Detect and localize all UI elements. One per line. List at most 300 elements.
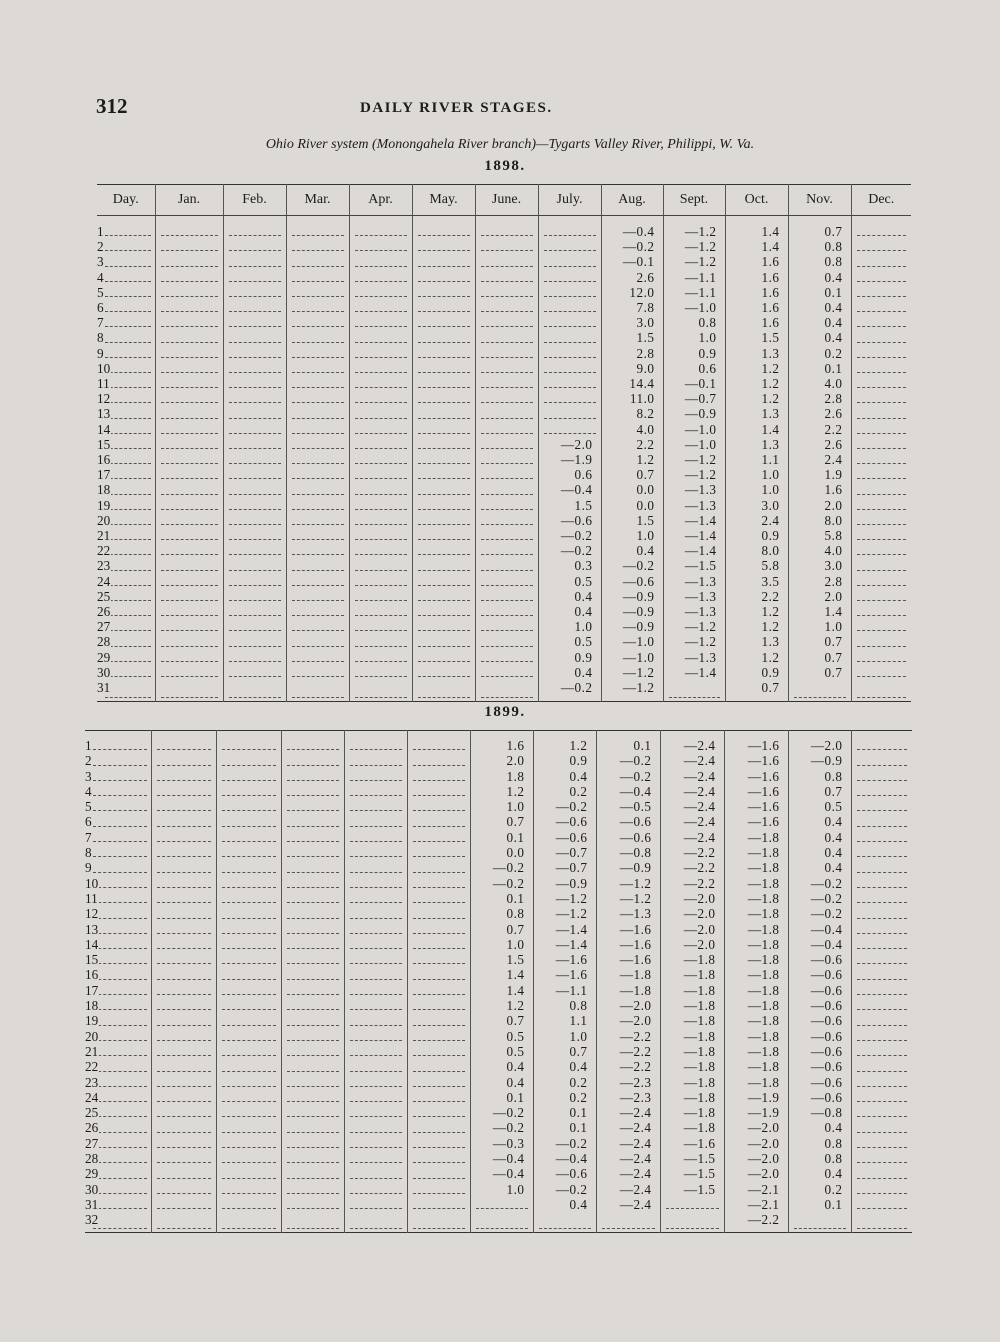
blank-cell: [851, 558, 911, 573]
blank-cell: [538, 216, 601, 240]
column-header-oct: Oct.: [725, 185, 788, 216]
blank-cell: [349, 498, 412, 513]
blank-cell: [286, 452, 349, 467]
stage-value-june: —0.2: [470, 1105, 533, 1120]
stage-value-june: 1.4: [470, 967, 533, 982]
table-row: [97, 270, 911, 285]
blank-cell: [412, 315, 475, 330]
stage-value-aug: —2.4: [596, 1182, 660, 1197]
stage-value-sept: —1.8: [660, 998, 724, 1013]
table-row: [85, 952, 912, 967]
stage-value-sept: —1.8: [660, 952, 724, 967]
table-row: [97, 574, 911, 589]
blank-cell: [151, 1075, 216, 1090]
blank-cell: [851, 574, 911, 589]
blank-cell: [851, 634, 911, 649]
stage-value-sept: —1.1: [663, 270, 725, 285]
blank-cell: [475, 543, 538, 558]
blank-cell: [851, 239, 911, 254]
river-stage-table-1899: [85, 730, 912, 1233]
blank-cell: [851, 1013, 912, 1028]
table-row: [85, 937, 912, 952]
blank-cell: [344, 998, 407, 1013]
blank-cell: [475, 558, 538, 573]
stage-value-june: 1.2: [470, 784, 533, 799]
stage-value-july: 0.4: [533, 769, 596, 784]
blank-cell: [223, 300, 286, 315]
day-label: 26: [97, 604, 155, 619]
day-label: 15: [85, 952, 151, 967]
blank-cell: [223, 634, 286, 649]
day-label: 16: [85, 967, 151, 982]
blank-cell: [851, 1120, 912, 1135]
blank-cell: [216, 769, 281, 784]
stage-value-july: 0.7: [533, 1044, 596, 1059]
blank-cell: [349, 376, 412, 391]
stage-value-aug: 1.5: [601, 330, 663, 345]
blank-cell: [788, 680, 851, 702]
blank-cell: [349, 361, 412, 376]
stage-value-aug: —0.8: [596, 845, 660, 860]
blank-cell: [151, 1136, 216, 1151]
blank-cell: [151, 799, 216, 814]
stage-value-july: 0.5: [538, 634, 601, 649]
blank-cell: [281, 860, 344, 875]
blank-cell: [151, 753, 216, 768]
stage-value-july: —0.6: [533, 1166, 596, 1181]
stage-value-oct: 5.8: [725, 558, 788, 573]
stage-value-aug: —0.4: [596, 784, 660, 799]
blank-cell: [851, 922, 912, 937]
stage-value-nov: 0.7: [788, 784, 851, 799]
blank-cell: [286, 346, 349, 361]
blank-cell: [851, 784, 912, 799]
blank-cell: [151, 1212, 216, 1232]
day-label: 8: [85, 845, 151, 860]
blank-cell: [412, 589, 475, 604]
stage-value-july: 1.5: [538, 498, 601, 513]
blank-cell: [851, 498, 911, 513]
stage-value-aug: 1.5: [601, 513, 663, 528]
stage-value-aug: —1.3: [596, 906, 660, 921]
stage-value-sept: —2.2: [660, 876, 724, 891]
column-header-nov: Nov.: [788, 185, 851, 216]
blank-cell: [851, 983, 912, 998]
blank-cell: [475, 604, 538, 619]
stage-value-nov: —2.0: [788, 731, 851, 754]
blank-cell: [286, 406, 349, 421]
stage-value-oct: 1.2: [725, 604, 788, 619]
stage-value-aug: 4.0: [601, 422, 663, 437]
blank-cell: [155, 346, 223, 361]
stage-value-july: 1.1: [533, 1013, 596, 1028]
blank-cell: [344, 1197, 407, 1212]
stage-value-nov: 1.0: [788, 619, 851, 634]
stage-value-nov: 2.6: [788, 406, 851, 421]
stage-value-oct: —2.2: [724, 1212, 788, 1232]
blank-cell: [281, 830, 344, 845]
table-row: [97, 346, 911, 361]
blank-cell: [155, 589, 223, 604]
blank-cell: [475, 346, 538, 361]
table-row: [97, 330, 911, 345]
blank-cell: [223, 315, 286, 330]
blank-cell: [412, 528, 475, 543]
stage-value-sept: —0.9: [663, 406, 725, 421]
blank-cell: [475, 574, 538, 589]
stage-value-sept: —1.3: [663, 482, 725, 497]
blank-cell: [851, 769, 912, 784]
stage-value-sept: —1.3: [663, 574, 725, 589]
stage-value-july: —1.1: [533, 983, 596, 998]
blank-cell: [475, 239, 538, 254]
blank-cell: [286, 589, 349, 604]
blank-cell: [223, 254, 286, 269]
day-label: 30: [97, 665, 155, 680]
blank-cell: [223, 437, 286, 452]
table-row: [85, 731, 912, 754]
stage-value-june: 0.7: [470, 922, 533, 937]
stage-value-aug: —2.3: [596, 1090, 660, 1105]
stage-value-june: 1.6: [470, 731, 533, 754]
day-label: 29: [85, 1166, 151, 1181]
stage-value-july: —0.4: [533, 1151, 596, 1166]
blank-cell: [349, 558, 412, 573]
stage-value-july: —0.6: [533, 830, 596, 845]
stage-value-july: 0.1: [533, 1105, 596, 1120]
blank-cell: [281, 952, 344, 967]
stage-value-oct: —1.8: [724, 1013, 788, 1028]
blank-cell: [155, 422, 223, 437]
day-label: 28: [85, 1151, 151, 1166]
blank-cell: [286, 650, 349, 665]
stage-value-sept: 0.6: [663, 361, 725, 376]
blank-cell: [216, 830, 281, 845]
stage-value-oct: 1.2: [725, 619, 788, 634]
stage-value-aug: —1.8: [596, 983, 660, 998]
stage-value-nov: 4.0: [788, 543, 851, 558]
blank-cell: [407, 1105, 470, 1120]
stage-value-sept: —1.8: [660, 967, 724, 982]
stage-value-nov: —0.6: [788, 983, 851, 998]
blank-cell: [216, 998, 281, 1013]
blank-cell: [407, 860, 470, 875]
day-label: 2: [97, 239, 155, 254]
stage-value-oct: —1.8: [724, 1029, 788, 1044]
stage-value-july: —0.4: [538, 482, 601, 497]
stage-value-july: —0.9: [533, 876, 596, 891]
stage-value-nov: —0.6: [788, 1090, 851, 1105]
stage-value-july: —0.6: [538, 513, 601, 528]
stage-value-july: —0.7: [533, 845, 596, 860]
blank-cell: [344, 1059, 407, 1074]
stage-value-sept: —1.8: [660, 1105, 724, 1120]
blank-cell: [349, 589, 412, 604]
blank-cell: [851, 814, 912, 829]
blank-cell: [407, 1182, 470, 1197]
blank-cell: [223, 391, 286, 406]
stage-value-sept: —1.2: [663, 254, 725, 269]
day-label: 26: [85, 1120, 151, 1135]
table-row: [97, 254, 911, 269]
blank-cell: [216, 845, 281, 860]
column-header-aug: Aug.: [601, 185, 663, 216]
blank-cell: [851, 830, 912, 845]
blank-cell: [155, 498, 223, 513]
stage-value-june: 0.5: [470, 1044, 533, 1059]
blank-cell: [349, 254, 412, 269]
stage-value-oct: —1.8: [724, 1075, 788, 1090]
stage-value-oct: 1.6: [725, 270, 788, 285]
blank-cell: [281, 922, 344, 937]
stage-value-nov: 4.0: [788, 376, 851, 391]
blank-cell: [286, 391, 349, 406]
blank-cell: [223, 452, 286, 467]
blank-cell: [851, 1059, 912, 1074]
blank-cell: [475, 376, 538, 391]
stage-value-oct: —1.8: [724, 1044, 788, 1059]
blank-cell: [216, 1182, 281, 1197]
blank-cell: [407, 1029, 470, 1044]
table-row: [97, 604, 911, 619]
blank-cell: [533, 1212, 596, 1232]
stage-value-sept: —1.8: [660, 1029, 724, 1044]
table-row: [97, 619, 911, 634]
blank-cell: [155, 216, 223, 240]
stage-value-nov: 0.4: [788, 1166, 851, 1181]
blank-cell: [286, 315, 349, 330]
column-header-mar: Mar.: [286, 185, 349, 216]
stage-value-nov: 0.7: [788, 665, 851, 680]
blank-cell: [412, 239, 475, 254]
stage-value-nov: 0.7: [788, 650, 851, 665]
blank-cell: [470, 1197, 533, 1212]
day-label: 24: [85, 1090, 151, 1105]
blank-cell: [412, 452, 475, 467]
blank-cell: [851, 1136, 912, 1151]
table-row: [85, 1136, 912, 1151]
blank-cell: [407, 998, 470, 1013]
stage-value-oct: 1.5: [725, 330, 788, 345]
blank-cell: [407, 845, 470, 860]
stage-value-nov: 0.4: [788, 860, 851, 875]
column-header-feb: Feb.: [223, 185, 286, 216]
blank-cell: [281, 1075, 344, 1090]
table-row: [85, 876, 912, 891]
blank-cell: [286, 467, 349, 482]
stage-value-nov: 1.6: [788, 482, 851, 497]
stage-value-nov: 0.4: [788, 315, 851, 330]
blank-cell: [216, 1044, 281, 1059]
stage-value-aug: —2.4: [596, 1120, 660, 1135]
stage-value-oct: 1.4: [725, 422, 788, 437]
stage-value-aug: —0.4: [601, 216, 663, 240]
table-row: [85, 830, 912, 845]
table-row: [97, 300, 911, 315]
blank-cell: [538, 300, 601, 315]
day-label: 10: [85, 876, 151, 891]
blank-cell: [407, 983, 470, 998]
table-row: [97, 589, 911, 604]
table-row: [85, 1105, 912, 1120]
stage-value-july: —2.0: [538, 437, 601, 452]
blank-cell: [349, 300, 412, 315]
blank-cell: [344, 891, 407, 906]
stage-value-june: —0.3: [470, 1136, 533, 1151]
stage-value-nov: 2.2: [788, 422, 851, 437]
stage-value-nov: —0.6: [788, 952, 851, 967]
blank-cell: [151, 1197, 216, 1212]
blank-cell: [475, 528, 538, 543]
blank-cell: [851, 437, 911, 452]
blank-cell: [475, 315, 538, 330]
stage-value-oct: —2.0: [724, 1120, 788, 1135]
day-label: 11: [97, 376, 155, 391]
table-row: [85, 922, 912, 937]
table-row: [85, 998, 912, 1013]
blank-cell: [151, 1166, 216, 1181]
table-row: [97, 482, 911, 497]
blank-cell: [223, 482, 286, 497]
blank-cell: [281, 731, 344, 754]
blank-cell: [851, 528, 911, 543]
column-header-sept: Sept.: [663, 185, 725, 216]
blank-cell: [151, 906, 216, 921]
stage-value-sept: —1.2: [663, 216, 725, 240]
table-row: [85, 814, 912, 829]
blank-cell: [155, 574, 223, 589]
stage-value-aug: —0.9: [601, 604, 663, 619]
blank-cell: [286, 482, 349, 497]
blank-cell: [223, 422, 286, 437]
blank-cell: [155, 285, 223, 300]
blank-cell: [281, 891, 344, 906]
day-label: 17: [85, 983, 151, 998]
blank-cell: [412, 346, 475, 361]
stage-value-sept: —1.1: [663, 285, 725, 300]
blank-cell: [286, 330, 349, 345]
blank-cell: [407, 799, 470, 814]
blank-cell: [281, 1044, 344, 1059]
stage-value-july: 0.2: [533, 1090, 596, 1105]
blank-cell: [281, 784, 344, 799]
blank-cell: [344, 769, 407, 784]
blank-cell: [538, 406, 601, 421]
stage-value-nov: 0.8: [788, 239, 851, 254]
blank-cell: [344, 983, 407, 998]
day-label: 9: [85, 860, 151, 875]
table-row: [85, 891, 912, 906]
stage-value-sept: —1.8: [660, 983, 724, 998]
blank-cell: [851, 391, 911, 406]
blank-cell: [851, 285, 911, 300]
day-label: 25: [97, 589, 155, 604]
blank-cell: [412, 513, 475, 528]
stage-value-aug: 0.0: [601, 482, 663, 497]
blank-cell: [151, 830, 216, 845]
blank-cell: [344, 1105, 407, 1120]
blank-cell: [475, 330, 538, 345]
blank-cell: [151, 937, 216, 952]
blank-cell: [155, 619, 223, 634]
blank-cell: [281, 1151, 344, 1166]
stage-value-aug: 2.2: [601, 437, 663, 452]
stage-value-aug: 3.0: [601, 315, 663, 330]
blank-cell: [151, 1013, 216, 1028]
day-label: 14: [97, 422, 155, 437]
blank-cell: [851, 452, 911, 467]
blank-cell: [660, 1197, 724, 1212]
blank-cell: [223, 513, 286, 528]
blank-cell: [344, 1090, 407, 1105]
stage-value-sept: —1.2: [663, 452, 725, 467]
stage-value-aug: —2.4: [596, 1197, 660, 1212]
blank-cell: [349, 528, 412, 543]
blank-cell: [223, 361, 286, 376]
stage-value-june: 1.4: [470, 983, 533, 998]
blank-cell: [155, 543, 223, 558]
column-header-july: July.: [538, 185, 601, 216]
stage-value-nov: 0.4: [788, 1120, 851, 1135]
blank-cell: [851, 731, 912, 754]
stage-value-july: —0.2: [533, 1136, 596, 1151]
day-label: 1: [97, 216, 155, 240]
blank-cell: [349, 285, 412, 300]
blank-cell: [407, 753, 470, 768]
blank-cell: [349, 216, 412, 240]
column-header-dec: Dec.: [851, 185, 911, 216]
stage-value-aug: —2.3: [596, 1075, 660, 1090]
blank-cell: [344, 860, 407, 875]
day-label: 7: [97, 315, 155, 330]
stage-value-aug: —0.6: [596, 830, 660, 845]
stage-value-oct: 1.3: [725, 634, 788, 649]
stage-value-sept: —2.4: [660, 814, 724, 829]
stage-value-july: —1.9: [538, 452, 601, 467]
blank-cell: [344, 1044, 407, 1059]
table-row: [85, 860, 912, 875]
stage-value-sept: —1.8: [660, 1059, 724, 1074]
blank-cell: [286, 216, 349, 240]
blank-cell: [407, 1136, 470, 1151]
blank-cell: [475, 216, 538, 240]
table-row: [85, 1166, 912, 1181]
table-row: [97, 422, 911, 437]
stage-value-nov: 1.4: [788, 604, 851, 619]
blank-cell: [216, 937, 281, 952]
table-row: [97, 239, 911, 254]
blank-cell: [286, 361, 349, 376]
blank-cell: [223, 216, 286, 240]
table-row: [97, 406, 911, 421]
blank-cell: [407, 1166, 470, 1181]
blank-cell: [216, 784, 281, 799]
stage-value-june: —0.4: [470, 1151, 533, 1166]
blank-cell: [412, 634, 475, 649]
blank-cell: [412, 361, 475, 376]
day-label: 19: [85, 1013, 151, 1028]
stage-value-nov: 2.6: [788, 437, 851, 452]
table-row: [97, 543, 911, 558]
stage-value-sept: —2.4: [660, 753, 724, 768]
blank-cell: [281, 998, 344, 1013]
blank-cell: [155, 513, 223, 528]
stage-value-oct: —1.8: [724, 891, 788, 906]
stage-value-oct: 1.2: [725, 650, 788, 665]
stage-value-nov: —0.2: [788, 906, 851, 921]
blank-cell: [155, 467, 223, 482]
blank-cell: [281, 1212, 344, 1232]
